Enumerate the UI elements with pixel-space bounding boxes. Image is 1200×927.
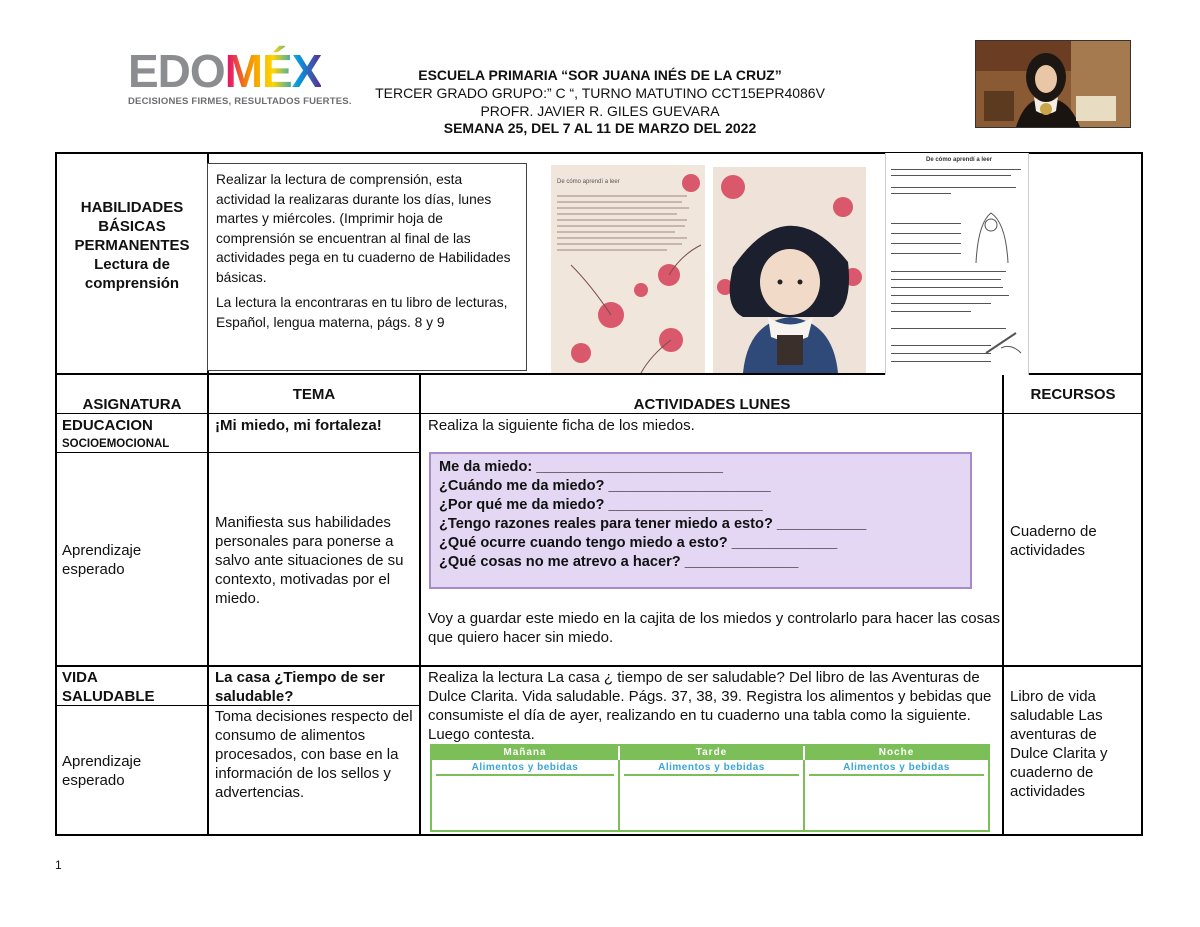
food-record-table xyxy=(430,744,990,832)
logo-tagline: DECISIONES FIRMES, RESULTADOS FUERTES. xyxy=(128,96,352,107)
col-divider-2 xyxy=(419,373,421,836)
logo-edo: EDO xyxy=(128,45,225,97)
food-sub-1: Alimentos y bebidas xyxy=(436,761,614,776)
aprendizaje-text-2: Toma decisiones respecto del consumo de alimentos procesados, con base en la información de los sellos y advertencias. xyxy=(215,708,413,801)
food-divider-2 xyxy=(803,760,805,830)
row-divider-4 xyxy=(55,665,1143,667)
edomex-logo xyxy=(128,45,352,108)
page-number: 1 xyxy=(55,858,62,872)
fears-worksheet-box xyxy=(429,452,972,589)
food-sub-3: Alimentos y bebidas xyxy=(809,761,984,776)
activity-ficha-miedos: Realiza la siguiente ficha de los miedos. xyxy=(428,417,695,434)
habilidades-title: HABILIDADES BÁSICAS PERMANENTES Lectura de comprensión xyxy=(74,199,190,292)
portrait-image xyxy=(975,40,1131,128)
reading-instructions: Realizar la lectura de comprensión, esta actividad la realizaras durante los días, lunes martes y miércoles. (Imprimir hoja de comprensión se encuentran al final de las actividades pega en tu cuaderno de Habilidades básicas. La lectura la encontraras en tu libro de lecturas, Español, lengua materna, págs. 8 y 9 xyxy=(207,163,527,371)
activity-lectura-dulce-clarita: Realiza la lectura La casa ¿ tiempo de ser saludable? Del libro de las Aventuras de Dulce Clarita. Vida saludable. Págs. 37, 38, 39. Registra los alimentos y bebidas que consumiste el día de ayer, realizando en tu cuaderno una tabla como la siguiente. Luego contesta. xyxy=(428,669,992,743)
recursos-row-1: Cuaderno de actividades xyxy=(1010,523,1097,559)
table-border-left xyxy=(55,152,57,836)
fear-line-3: ¿Por qué me da miedo? ___________________ xyxy=(439,497,763,513)
food-header-noche: Noche xyxy=(805,746,988,760)
school-name: ESCUELA PRIMARIA “SOR JUANA INÉS DE LA CRUZ” xyxy=(418,67,782,83)
subject-vida: VIDA xyxy=(62,669,98,686)
recursos-row-2: Libro de vida saludable Las aventuras de Dulce Clarita y cuaderno de actividades xyxy=(1010,688,1108,800)
activity-closing-text: Voy a guardar este miedo en la cajita de los miedos y controlarlo para hacer las cosas que quiero hacer sin miedo. xyxy=(428,610,1000,646)
col-header-tema: TEMA xyxy=(292,386,336,403)
fear-line-5: ¿Qué ocurre cuando tengo miedo a esto? _____________ xyxy=(439,535,838,551)
food-header-tarde: Tarde xyxy=(620,746,803,760)
aprendizaje-text-1: Manifiesta sus habilidades personales para ponerse a salvo ante situaciones de su contexto, motivadas por el miedo. xyxy=(215,514,404,607)
tema-la-casa: La casa ¿Tiempo de ser saludable? xyxy=(215,669,385,705)
subject-educacion: EDUCACION xyxy=(62,417,153,434)
food-sub-2: Alimentos y bebidas xyxy=(624,761,799,776)
book-page-image xyxy=(551,165,705,373)
table-border-bottom xyxy=(55,834,1143,836)
col-header-asignatura: ASIGNATURA xyxy=(82,396,182,413)
col-divider-3 xyxy=(1002,373,1004,836)
col-header-actividades: ACTIVIDADES LUNES xyxy=(633,396,791,413)
aprendizaje-label-1: Aprendizaje esperado xyxy=(62,542,142,578)
aprendizaje-label-2: Aprendizaje esperado xyxy=(62,753,142,789)
food-divider-1 xyxy=(618,760,620,830)
fear-line-1: Me da miedo: _______________________ xyxy=(439,459,723,475)
book-title: De cómo aprendí a leer xyxy=(557,179,620,185)
table-border-right xyxy=(1141,152,1143,836)
col-header-recursos: RECURSOS xyxy=(1030,386,1116,403)
subject-saludable: SALUDABLE xyxy=(62,688,155,705)
girl-illustration xyxy=(713,167,866,373)
grade-line: TERCER GRADO GRUPO:” C “, TURNO MATUTINO CCT15EPR4086V xyxy=(375,85,825,101)
worksheet-title: De cómo aprendí a leer xyxy=(926,157,993,163)
subject-socioemocional: SOCIOEMOCIONAL xyxy=(62,438,170,450)
food-header-manana: Mañana xyxy=(432,746,618,760)
tema-mi-miedo: ¡Mi miedo, mi fortaleza! xyxy=(215,417,382,434)
fear-line-2: ¿Cuándo me da miedo? ____________________ xyxy=(439,478,771,494)
week-line: SEMANA 25, DEL 7 AL 11 DE MARZO DEL 2022 xyxy=(443,120,757,136)
logo-mex: MÉX xyxy=(224,45,322,97)
worksheet-thumbnail xyxy=(885,153,1029,375)
fear-line-4: ¿Tengo razones reales para tener miedo a esto? ___________ xyxy=(439,516,867,532)
teacher-name: PROFR. JAVIER R. GILES GUEVARA xyxy=(480,103,720,119)
fear-line-6: ¿Qué cosas no me atrevo a hacer? ______________ xyxy=(439,554,799,570)
